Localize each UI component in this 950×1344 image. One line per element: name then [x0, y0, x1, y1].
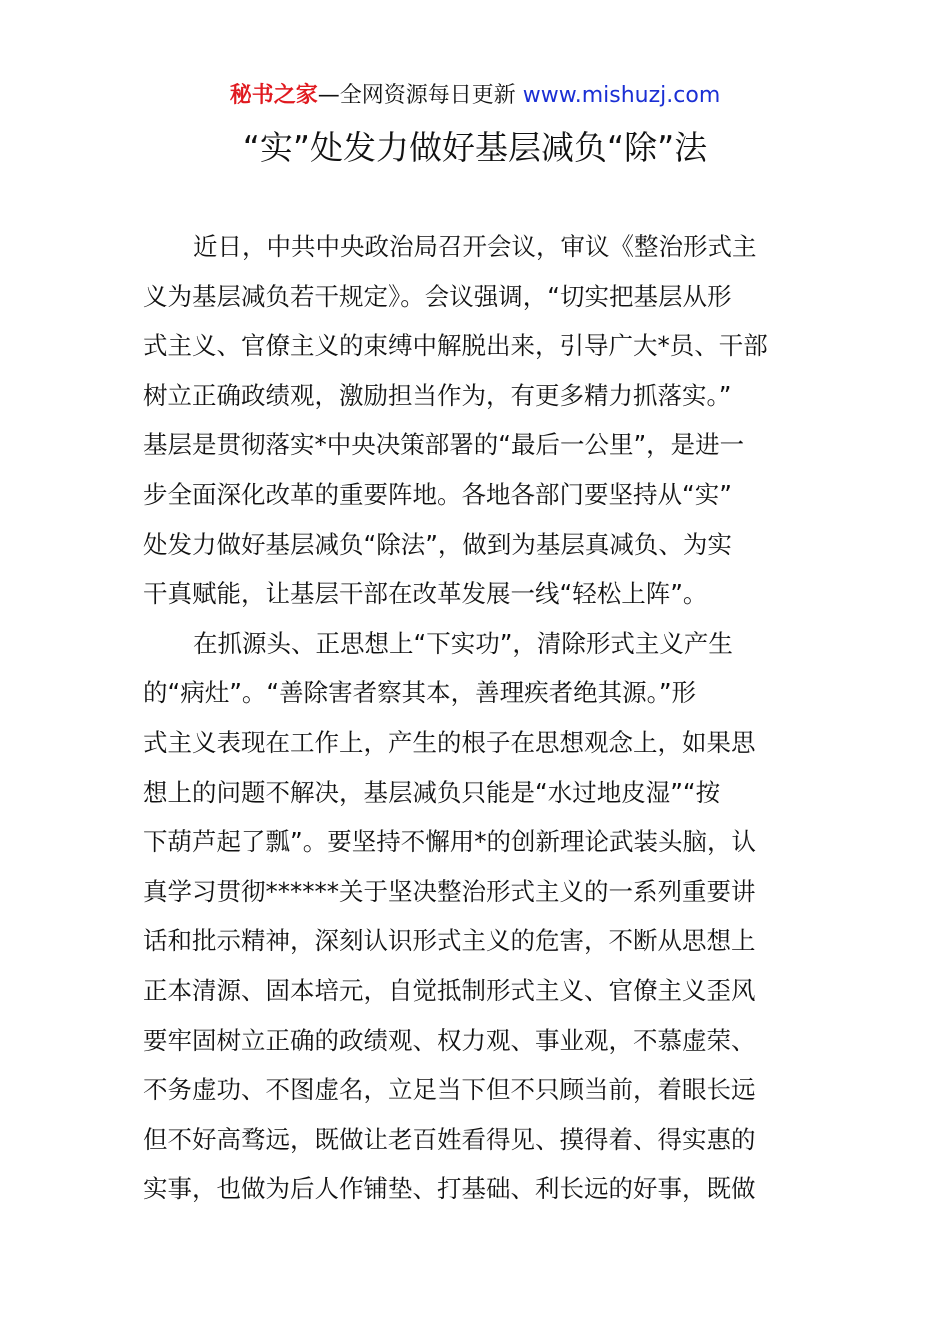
paragraph-1-line: 基层是贯彻落实*中央决策部署的“最后一公里”，是进一: [143, 430, 745, 460]
paragraph-1-line: 近日，中共中央政治局召开会议，审议《整治形式主: [193, 232, 757, 261]
paragraph-2-line: 式主义表现在工作上，产生的根子在思想观念上，如果思: [143, 727, 756, 757]
paragraph-1-line: 干真赋能，让基层干部在改革发展一线“轻松上阵”。: [143, 579, 708, 609]
paragraph-1-line: 处发力做好基层减负“除法”，做到为基层真减负、为实: [143, 529, 732, 559]
paragraph-2-line: 下葫芦起了瓢”。要坚持不懈用*的创新理论武装头脑，认: [143, 827, 756, 857]
paragraph-1-line: 义为基层减负若干规定》。会议强调，“切实把基层从形: [143, 281, 732, 311]
paragraph-1-line: 树立正确政绩观，激励担当作为，有更多精力抓落实。”: [143, 380, 732, 410]
paragraph-2-line: 正本清源、固本培元，自觉抵制形式主义、官僚主义歪风: [143, 975, 756, 1005]
paragraph-1-line: 式主义、官僚主义的束缚中解脱出来，引导广大*员、干部: [143, 331, 768, 361]
paragraph-2-line: 要牢固树立正确的政绩观、权力观、事业观，不慕虚荣、: [143, 1025, 756, 1055]
document-title: “实”处发力做好基层减负“除”法: [242, 128, 708, 167]
paragraph-2-line: 想上的问题不解决，基层减负只能是“水过地皮湿”“按: [143, 777, 721, 807]
paragraph-2-line: 在抓源头、正思想上“下实功”，清除形式主义产生: [193, 628, 733, 658]
site-url[interactable]: www.mishuzj.com: [522, 83, 721, 108]
paragraph-2-line: 不务虚功、不图虚名，立足当下但不只顾当前，着眼长远: [143, 1075, 756, 1105]
site-header: [0, 80, 950, 112]
paragraph-2-line: 实事，也做为后人作铺垫、打基础、利长远的好事，既做: [143, 1174, 756, 1204]
paragraph-2-line: 的“病灶”。“善除害者察其本，善理疾者绝其源。”形: [143, 678, 697, 708]
paragraph-2-line: 但不好高骛远，既做让老百姓看得见、摸得着、得实惠的: [143, 1124, 756, 1154]
document-body: [143, 222, 813, 1214]
paragraph-2-line: 话和批示精神，深刻认识形式主义的危害，不断从思想上: [143, 926, 756, 956]
header-tagline: —全网资源每日更新: [317, 83, 516, 108]
paragraph-2-line: 真学习贯彻******关于坚决整治形式主义的一系列重要讲: [143, 876, 756, 906]
paragraph-1-line: 步全面深化改革的重要阵地。各地各部门要坚持从“实”: [143, 479, 732, 509]
brand-name: 秘书之家: [229, 83, 318, 108]
